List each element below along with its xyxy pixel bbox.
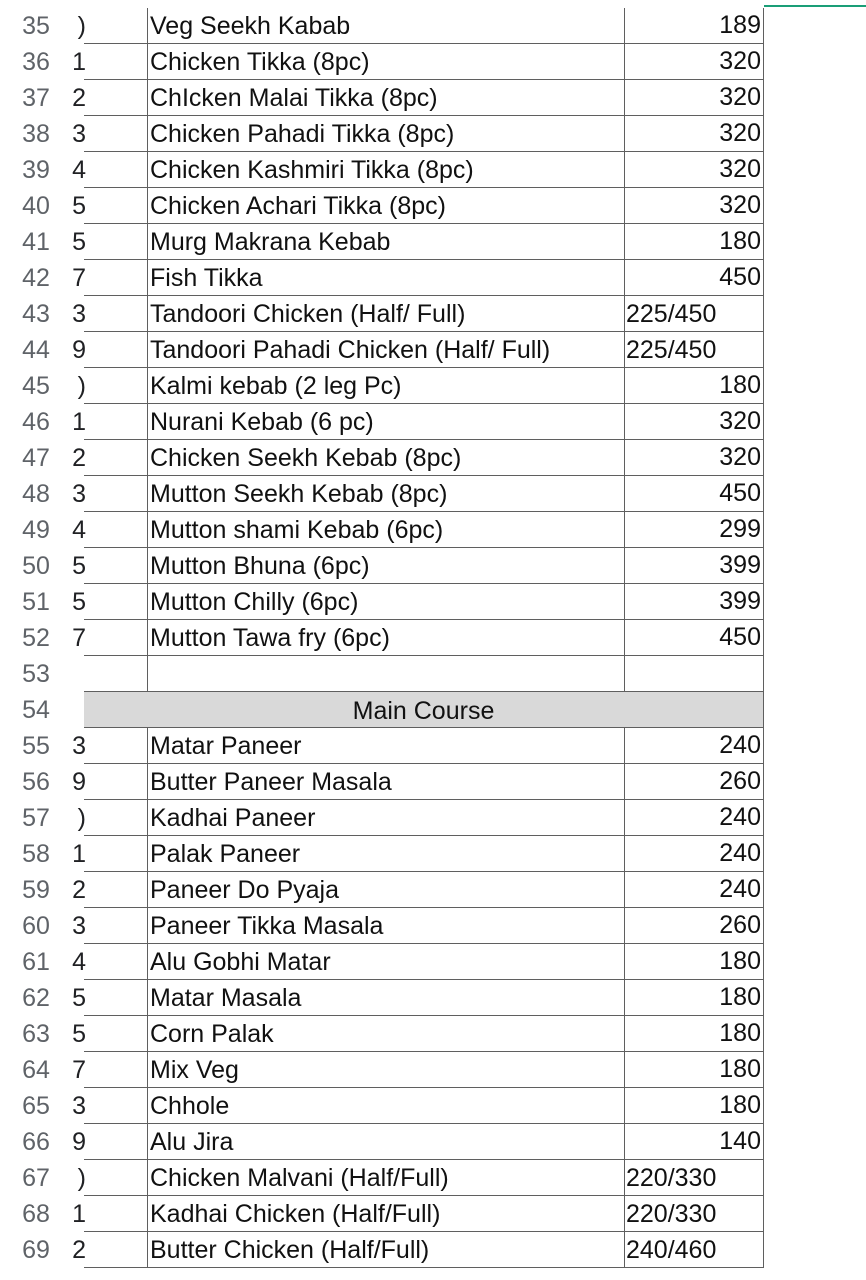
cell-item-price[interactable]: 260 [625, 764, 764, 800]
row-number[interactable]: 64 [22, 1056, 50, 1084]
cell-col-b[interactable] [84, 944, 148, 980]
cell-item-name[interactable]: Chicken Tikka (8pc) [148, 44, 625, 80]
cell-item-name[interactable]: Fish Tikka [148, 260, 625, 296]
cell-col-b[interactable] [84, 800, 148, 836]
row-number[interactable]: 53 [22, 660, 50, 688]
cell-item-name[interactable] [148, 656, 625, 692]
cell-col-a-text: 9 [72, 768, 86, 796]
cell-col-a-text: 3 [72, 732, 86, 760]
cell-item-price[interactable]: 399 [625, 548, 764, 584]
cell-item-price[interactable]: 320 [625, 44, 764, 80]
cell-item-price[interactable]: 299 [625, 512, 764, 548]
cell-item-name[interactable]: Mutton Bhuna (6pc) [148, 548, 625, 584]
cell-col-b[interactable] [84, 440, 148, 476]
row-number[interactable]: 66 [22, 1128, 50, 1156]
cell-col-a-text: 5 [72, 552, 86, 580]
table-row [0, 872, 866, 908]
cell-item-price[interactable]: 189 [625, 8, 764, 44]
cell-item-name[interactable]: Tandoori Chicken (Half/ Full) [148, 296, 625, 332]
cell-item-name[interactable]: Paneer Tikka Masala [148, 908, 625, 944]
row-number[interactable]: 55 [22, 732, 50, 760]
cell-col-b[interactable] [84, 872, 148, 908]
cell-item-name[interactable]: Paneer Do Pyaja [148, 872, 625, 908]
cell-col-a-text: 5 [72, 1020, 86, 1048]
row-number[interactable]: 40 [22, 192, 50, 220]
row-number[interactable]: 69 [22, 1236, 50, 1264]
row-number[interactable]: 58 [22, 840, 50, 868]
cell-item-price[interactable]: 180 [625, 224, 764, 260]
section-header-row [0, 692, 866, 728]
row-number[interactable]: 36 [22, 48, 50, 76]
cell-col-b[interactable] [84, 584, 148, 620]
cell-item-price[interactable]: 320 [625, 188, 764, 224]
row-number[interactable]: 60 [22, 912, 50, 940]
cell-item-price[interactable]: 225/450 [625, 332, 764, 368]
cell-col-a-text: 3 [72, 120, 86, 148]
cell-item-name[interactable]: Murg Makrana Kebab [148, 224, 625, 260]
cell-item-name[interactable]: Alu Jira [148, 1124, 625, 1160]
cell-col-b[interactable] [84, 548, 148, 584]
table-row [0, 1052, 866, 1088]
row-number[interactable]: 39 [22, 156, 50, 184]
row-number[interactable]: 62 [22, 984, 50, 1012]
cell-col-b[interactable] [84, 1124, 148, 1160]
cell-item-price[interactable]: 320 [625, 404, 764, 440]
cell-col-b[interactable] [84, 152, 148, 188]
cell-item-name[interactable]: Chicken Kashmiri Tikka (8pc) [148, 152, 625, 188]
row-number[interactable]: 38 [22, 120, 50, 148]
table-row [0, 1232, 866, 1268]
cell-item-name[interactable]: Chicken Achari Tikka (8pc) [148, 188, 625, 224]
cell-item-price[interactable]: 320 [625, 116, 764, 152]
table-row [0, 1160, 866, 1196]
cell-col-b[interactable] [84, 620, 148, 656]
cell-col-a-text: ) [77, 804, 86, 832]
table-row [0, 152, 866, 188]
selection-accent-line [764, 5, 866, 7]
cell-col-b[interactable] [84, 44, 148, 80]
row-number[interactable]: 67 [22, 1164, 50, 1192]
row-number[interactable]: 54 [22, 696, 50, 724]
row-number[interactable]: 43 [22, 300, 50, 328]
cell-col-b[interactable] [84, 1088, 148, 1124]
cell-item-name[interactable]: Corn Palak [148, 1016, 625, 1052]
cell-item-price[interactable]: 180 [625, 980, 764, 1016]
cell-item-price[interactable]: 450 [625, 620, 764, 656]
row-number[interactable]: 59 [22, 876, 50, 904]
table-row [0, 800, 866, 836]
cell-col-b[interactable] [84, 512, 148, 548]
cell-item-price[interactable]: 180 [625, 944, 764, 980]
cell-item-name[interactable]: Chhole [148, 1088, 625, 1124]
cell-col-b[interactable] [84, 116, 148, 152]
table-row [0, 116, 866, 152]
cell-item-price[interactable]: 320 [625, 440, 764, 476]
row-number[interactable]: 57 [22, 804, 50, 832]
cell-item-price[interactable]: 240 [625, 836, 764, 872]
cell-col-a-text: 7 [72, 264, 86, 292]
cell-col-b[interactable] [84, 188, 148, 224]
row-number[interactable]: 47 [22, 444, 50, 472]
row-number[interactable]: 51 [22, 588, 50, 616]
cell-col-b[interactable] [84, 80, 148, 116]
row-number[interactable]: 50 [22, 552, 50, 580]
cell-item-name[interactable]: Matar Paneer [148, 728, 625, 764]
cell-col-b[interactable] [84, 908, 148, 944]
cell-item-price[interactable] [625, 656, 764, 692]
row-number[interactable]: 46 [22, 408, 50, 436]
cell-col-b[interactable] [84, 8, 148, 44]
cell-col-b[interactable] [84, 728, 148, 764]
cell-col-a-text: 5 [72, 228, 86, 256]
cell-col-b[interactable] [84, 404, 148, 440]
table-row [0, 548, 866, 584]
cell-item-name[interactable]: Chicken Pahadi Tikka (8pc) [148, 116, 625, 152]
cell-item-name[interactable]: Kadhai Paneer [148, 800, 625, 836]
cell-item-name[interactable]: Mutton Chilly (6pc) [148, 584, 625, 620]
table-row [0, 260, 866, 296]
table-row [0, 1196, 866, 1232]
cell-col-b[interactable] [84, 260, 148, 296]
cell-col-a-text: 1 [72, 840, 86, 868]
table-row [0, 188, 866, 224]
cell-col-b[interactable] [84, 1160, 148, 1196]
table-row [0, 656, 866, 692]
cell-item-price[interactable]: 220/330 [625, 1196, 764, 1232]
cell-item-name[interactable]: Matar Masala [148, 980, 625, 1016]
cell-col-b[interactable] [84, 332, 148, 368]
cell-col-b[interactable] [84, 368, 148, 404]
cell-col-a-text: 3 [72, 300, 86, 328]
cell-col-a-text: 4 [72, 948, 86, 976]
row-number[interactable]: 63 [22, 1020, 50, 1048]
cell-item-price[interactable]: 220/330 [625, 1160, 764, 1196]
cell-item-name[interactable]: ChIcken Malai Tikka (8pc) [148, 80, 625, 116]
cell-col-a-text: 4 [72, 516, 86, 544]
cell-col-a-text: 2 [72, 1236, 86, 1264]
cell-item-name[interactable]: Nurani Kebab (6 pc) [148, 404, 625, 440]
cell-item-price[interactable]: 240 [625, 728, 764, 764]
cell-item-name[interactable]: Mutton shami Kebab (6pc) [148, 512, 625, 548]
cell-col-b[interactable] [84, 1016, 148, 1052]
cell-col-a-text: 3 [72, 912, 86, 940]
row-number[interactable]: 48 [22, 480, 50, 508]
table-row [0, 944, 866, 980]
cell-col-a-text: 9 [72, 1128, 86, 1156]
cell-col-a-text: 1 [72, 48, 86, 76]
cell-item-name[interactable]: Kadhai Chicken (Half/Full) [148, 1196, 625, 1232]
cell-col-a-text: 7 [72, 624, 86, 652]
table-row [0, 620, 866, 656]
cell-col-b[interactable] [84, 764, 148, 800]
table-row [0, 836, 866, 872]
cell-item-price[interactable]: 450 [625, 260, 764, 296]
table-row [0, 512, 866, 548]
cell-col-a-text: 2 [72, 444, 86, 472]
cell-col-b[interactable] [84, 296, 148, 332]
cell-col-b[interactable] [84, 1232, 148, 1268]
table-row [0, 764, 866, 800]
table-row [0, 80, 866, 116]
row-number[interactable]: 49 [22, 516, 50, 544]
section-header-cell[interactable]: Main Course [84, 692, 764, 728]
row-number[interactable]: 45 [22, 372, 50, 400]
cell-item-name[interactable]: Veg Seekh Kabab [148, 8, 625, 44]
cell-col-a-text: 2 [72, 876, 86, 904]
cell-item-price[interactable]: 240 [625, 872, 764, 908]
cell-col-b[interactable] [84, 656, 148, 692]
row-number[interactable]: 56 [22, 768, 50, 796]
cell-item-name[interactable]: Chicken Malvani (Half/Full) [148, 1160, 625, 1196]
cell-col-a-text: 5 [72, 192, 86, 220]
cell-item-name[interactable]: Mix Veg [148, 1052, 625, 1088]
table-row [0, 44, 866, 80]
cell-col-b[interactable] [84, 476, 148, 512]
row-number[interactable]: 37 [22, 84, 50, 112]
cell-item-price[interactable]: 140 [625, 1124, 764, 1160]
cell-col-a-text: ) [77, 1164, 86, 1192]
cell-col-a-text: ) [77, 12, 86, 40]
cell-item-price[interactable]: 260 [625, 908, 764, 944]
cell-item-name[interactable]: Butter Chicken (Half/Full) [148, 1232, 625, 1268]
row-number[interactable]: 61 [22, 948, 50, 976]
cell-col-a-text: 3 [72, 1092, 86, 1120]
cell-col-b[interactable] [84, 836, 148, 872]
cell-item-price[interactable]: 180 [625, 368, 764, 404]
cell-item-name[interactable]: Kalmi kebab (2 leg Pc) [148, 368, 625, 404]
cell-col-a-text: 5 [72, 588, 86, 616]
cell-col-b[interactable] [84, 1052, 148, 1088]
row-number[interactable]: 65 [22, 1092, 50, 1120]
cell-col-a-text: 4 [72, 156, 86, 184]
cell-col-a-text: 1 [72, 408, 86, 436]
table-row [0, 404, 866, 440]
cell-col-a-text: 7 [72, 1056, 86, 1084]
row-number[interactable]: 52 [22, 624, 50, 652]
cell-item-price[interactable]: 320 [625, 152, 764, 188]
row-number[interactable]: 35 [22, 12, 50, 40]
row-number[interactable]: 68 [22, 1200, 50, 1228]
cell-item-name[interactable]: Alu Gobhi Matar [148, 944, 625, 980]
row-number[interactable]: 41 [22, 228, 50, 256]
cell-item-price[interactable]: 180 [625, 1016, 764, 1052]
table-row [0, 224, 866, 260]
cell-item-price[interactable]: 399 [625, 584, 764, 620]
cell-item-price[interactable]: 225/450 [625, 296, 764, 332]
cell-item-name[interactable]: Mutton Tawa fry (6pc) [148, 620, 625, 656]
cell-item-price[interactable]: 450 [625, 476, 764, 512]
cell-col-b[interactable] [84, 1196, 148, 1232]
table-row [0, 1124, 866, 1160]
cell-col-a-text: 9 [72, 336, 86, 364]
table-row [0, 440, 866, 476]
cell-col-a-text: 3 [72, 480, 86, 508]
cell-item-name[interactable]: Palak Paneer [148, 836, 625, 872]
cell-col-b[interactable] [84, 980, 148, 1016]
cell-item-name[interactable]: Mutton Seekh Kebab (8pc) [148, 476, 625, 512]
table-row [0, 584, 866, 620]
table-row [0, 908, 866, 944]
cell-col-a-text: 5 [72, 984, 86, 1012]
row-number[interactable]: 44 [22, 336, 50, 364]
cell-col-a-text: 1 [72, 1200, 86, 1228]
row-number[interactable]: 42 [22, 264, 50, 292]
table-row [0, 368, 866, 404]
table-row [0, 1016, 866, 1052]
table-row [0, 8, 866, 44]
cell-item-name[interactable]: Chicken Seekh Kebab (8pc) [148, 440, 625, 476]
cell-col-b[interactable] [84, 224, 148, 260]
table-row [0, 296, 866, 332]
table-row [0, 332, 866, 368]
cell-item-price[interactable]: 320 [625, 80, 764, 116]
table-row [0, 476, 866, 512]
cell-item-price[interactable]: 180 [625, 1088, 764, 1124]
cell-item-name[interactable]: Tandoori Pahadi Chicken (Half/ Full) [148, 332, 625, 368]
cell-item-name[interactable]: Butter Paneer Masala [148, 764, 625, 800]
cell-item-price[interactable]: 240 [625, 800, 764, 836]
table-row [0, 728, 866, 764]
cell-col-a-text: ) [77, 372, 86, 400]
table-row [0, 980, 866, 1016]
table-row [0, 1088, 866, 1124]
cell-col-a-text: 2 [72, 84, 86, 112]
cell-item-price[interactable]: 240/460 [625, 1232, 764, 1268]
cell-item-price[interactable]: 180 [625, 1052, 764, 1088]
